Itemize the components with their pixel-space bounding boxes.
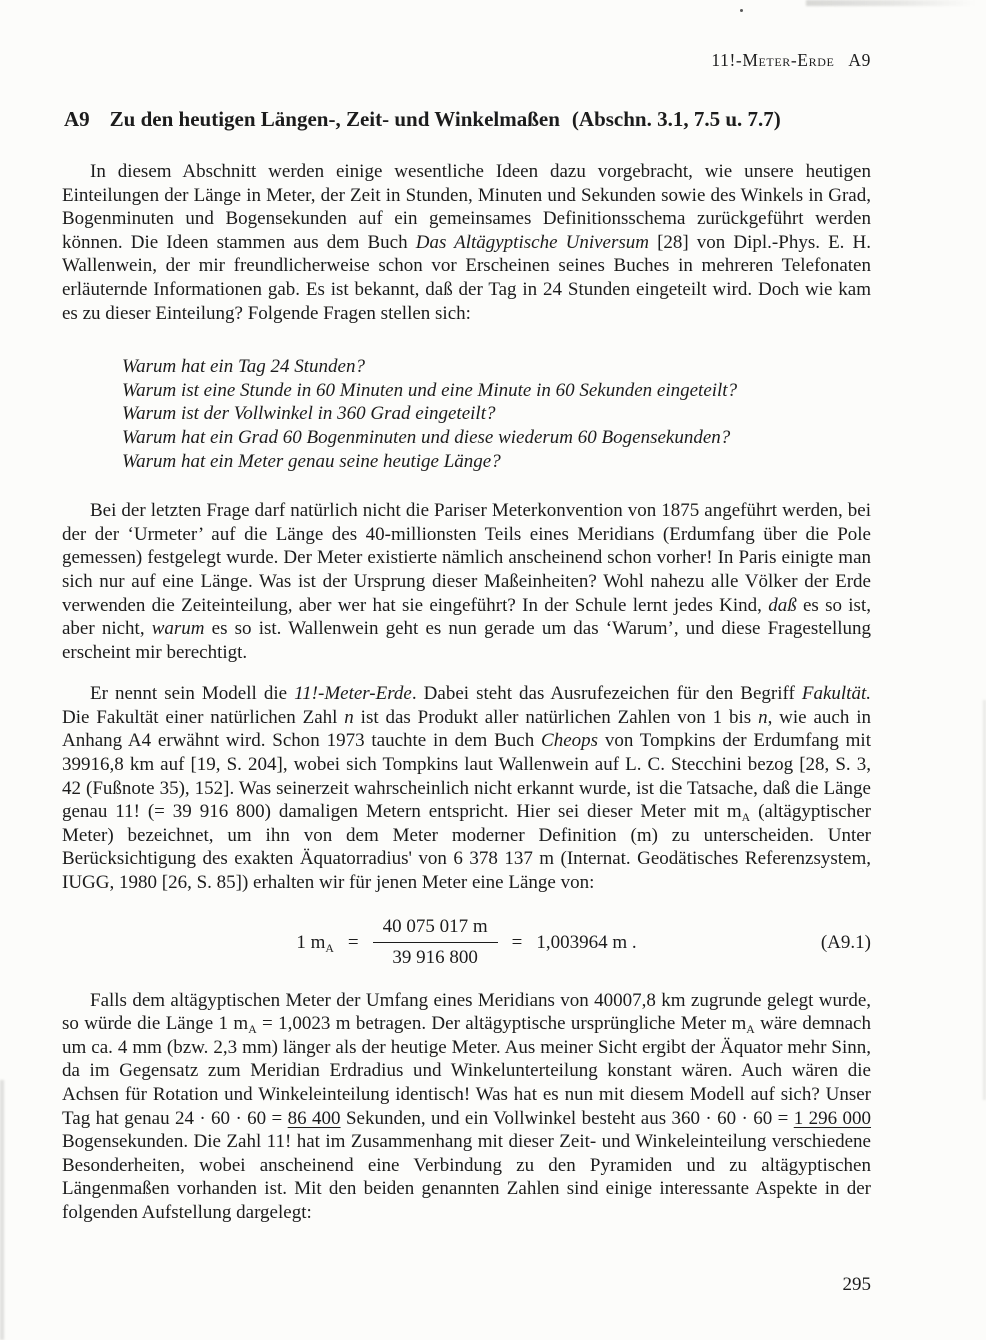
italic-text: daß: [768, 594, 797, 616]
body-text: Falls dem altägyptischen Meter der Umfang eines Meridians von 40007,8 km zugrunde gelegt wurde, so würde die Länge 1 m: [62, 989, 871, 1035]
section-title: Zu den heutigen Längen-, Zeit- und Winkelmaßen: [109, 107, 560, 131]
scan-speck-artifact: [740, 9, 743, 12]
body-text: es so ist. Wallenwein geht es nun gerade um das ‘Warum’, und diese Fragestellung erscheint mir berechtigt.: [62, 618, 872, 663]
body-text: Die Fakultät einer natürlichen Zahl: [62, 706, 345, 728]
equals-sign: =: [347, 931, 359, 953]
question-list: [122, 355, 871, 473]
paragraph-modell: [62, 682, 871, 894]
equation-result: 1,003964 m .: [536, 931, 637, 953]
question-line: Warum ist eine Stunde in 60 Minuten und eine Minute in 60 Sekunden eingeteilt?: [122, 379, 738, 401]
question-line: Warum ist der Vollwinkel in 360 Grad eingeteilt?: [122, 403, 496, 425]
italic-text: 11!-Meter-Erde: [294, 683, 412, 705]
body-text: . Dabei steht das Ausrufezeichen für den Begriff: [411, 683, 802, 705]
equation-number: (A9.1): [820, 931, 871, 953]
body-text: es so ist, aber nicht,: [62, 594, 871, 640]
scan-smudge-artifact: [806, 0, 976, 6]
running-header-title: 11!-Meter-Erde: [711, 50, 835, 70]
section-reference: (Abschn. 3.1, 7.5 u. 7.7): [571, 107, 781, 131]
body-text: [28] von Dipl.-Phys. E. H. Wallenwein, der mir freundlicherweise schon vor Erscheinen seines Buches in mehreren Telefonaten erläuternde Informationen gab. Es ist bekannt, daß der Tag in 24 Stunden eingeteilt wird. Doch wie kam es zu dieser Einteilung? Folgende Fragen stellen sich:: [62, 231, 871, 324]
subscript-a: A: [741, 811, 751, 825]
body-text: Bogensekunden. Die Zahl 11! hat im Zusammenhang mit dieser Zeit- und Winkeleinteilung verschiedene Besonderheiten, wobei anscheinend eine Verbindung zu den Pyramiden und zu altägyptischen Längenmaßen vorhanden ist. Mit den beiden genannten Zahlen sind einige interessante Aspekte in der folgenden Aufstellung dargelegt:: [62, 1131, 871, 1223]
scan-edge-artifact-left: [0, 1080, 4, 1340]
body-text: (altägyptischer Meter) bezeichnet, um ihn von dem Meter moderner Definition (m) zu unterscheiden. Unter Berücksichtigung des exakten Äquatorradius' von 6 378 137 m (Internat. Geodätisches Referenzsystem, IUGG, 1980 [26, S. 85]) erhalten wir für jenen Meter eine Länge von:: [62, 801, 871, 894]
italic-text: Fakultät.: [801, 683, 871, 705]
body-text: von Tompkins der Erdumfang mit 39916,8 km auf [19, S. 204], wobei sich Tompkins laut Wallenwein auf L. C. Stecchini bezog [28, S. 3, 42 (Fußnote 35), 152]. Was seinerzeit wahrscheinlich nicht erkannt wurde, ist die Tatsache, daß die Länge genau 11! (= 39 916 800) damaligen Metern entspricht. Hier sei dieser Meter mit m: [62, 730, 871, 823]
subscript-a: A: [248, 1023, 257, 1037]
paragraph-folgerungen: [62, 989, 871, 1225]
paragraph-intro: [62, 160, 871, 325]
section-heading: [64, 106, 876, 132]
subscript-a: A: [325, 941, 334, 955]
body-text: In diesem Abschnitt werden einige wesentliche Ideen dazu vorgebracht, wie unsere heutigen Einteilungen der Länge in Meter, der Zeit in Stunden, Minuten und Sekunden sowie des Winkels in Grad, Bogenminuten und Bogensekunden auf ein gemeinsames Definitionsschema zurückgeführt werden können. Die Ideen stammen aus dem Buch: [62, 161, 871, 253]
running-header: [62, 50, 871, 70]
question-line: Warum hat ein Grad 60 Bogenminuten und diese wiederum 60 Bogensekunden?: [122, 426, 731, 448]
question-line: Warum hat ein Tag 24 Stunden?: [122, 356, 365, 378]
italic-text: warum: [151, 618, 205, 640]
italic-text: n: [344, 706, 354, 728]
italic-text: Cheops: [541, 730, 599, 752]
fraction-numerator: 40 075 017 m: [382, 916, 488, 938]
question-line: Warum hat ein Meter genau seine heutige Länge?: [122, 450, 501, 472]
fraction-denominator: 39 916 800: [373, 942, 498, 969]
italic-text: n: [758, 706, 768, 728]
equation-a9-1: [62, 909, 871, 977]
body-text: Bei der letzten Frage darf natürlich nicht die Pariser Meterkonvention von 1875 angeführt werden, bei der der ‘Urmeter’ auf die Länge des 40-millionsten Teils eines Meridians (Erdumfang über die Pole gemessen) festgelegt wurde. Der Meter existierte nämlich anscheinend schon vorher! In Paris einigte man sich nur auf eine Länge. Was ist der Ursprung dieser Maßeinheiten? Wohl nahezu alle Völker der Erde verwenden die Zeiteinteilung, aber wer hat sie eingeführt? In der Schule lernt jedes Kind,: [62, 500, 871, 616]
underlined-number: 1 296 000: [793, 1107, 872, 1129]
equals-sign: =: [511, 931, 523, 953]
body-text: = 1,0023 m betragen. Der altägyptische ursprüngliche Meter m: [256, 1013, 747, 1035]
running-header-section: A9: [848, 50, 871, 70]
body-text: ist das Produkt aller natürlichen Zahlen von 1 bis: [353, 706, 759, 728]
section-number: A9: [64, 107, 90, 131]
fraction: [373, 916, 498, 969]
body-text: Sekunden, und ein Vollwinkel besteht aus 360 · 60 · 60 =: [340, 1107, 794, 1129]
body-text: wäre demnach um ca. 4 mm (bzw. 2,3 mm) länger als der heutige Meter. Aus meiner Sicht ergibt der Äquator mehr Sinn, da im Gegensatz zum Meridian Erdradius und Winkelunterteilung konstant wären. Auch wären die Achsen für Rotation und Winkeleinteilung identisch! Was hat es nun mit diesem Modell auf sich? Unser Tag hat genau 24 · 60 · 60 =: [62, 1013, 871, 1129]
paragraph-meterkonvention: [62, 499, 871, 664]
body-text: Er nennt sein Modell die: [90, 683, 295, 705]
italic-text: Das Altägyptische Universum: [415, 231, 649, 253]
page-number: 295: [842, 1274, 871, 1295]
body-text: , wie auch in Anhang A4 erwähnt wird. Schon 1973 tauchte in dem Buch: [62, 706, 871, 752]
underlined-number: 86 400: [287, 1107, 341, 1129]
subscript-a: A: [746, 1023, 755, 1037]
equation-lhs: 1 $m_A$: [296, 931, 334, 955]
